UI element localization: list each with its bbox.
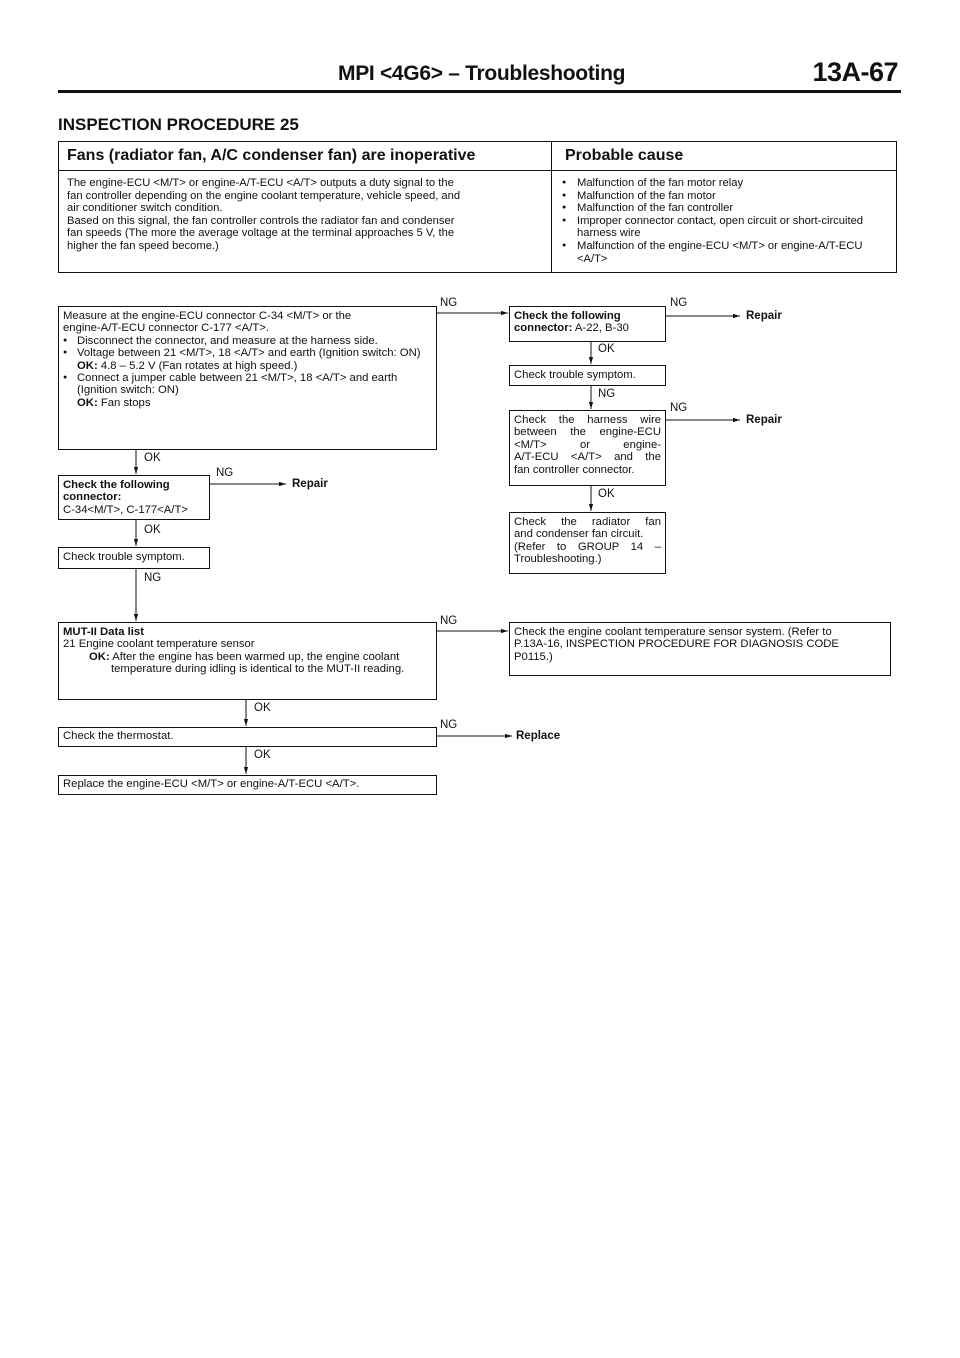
- description-line: fan speeds (The more the average voltage at the terminal approaches 5 V, the: [67, 227, 455, 240]
- check-coolant-sensor-system-box: [509, 622, 891, 676]
- check-radiator-fan-box: [509, 512, 666, 574]
- ok-criteria: Fan stops: [100, 396, 151, 409]
- trouble-symptom-text: Check trouble symptom.: [514, 369, 636, 381]
- cause-item: ● Improper connector contact, open circuit or short-circuited harness wire: [561, 215, 891, 240]
- replace-ecu-box: [58, 775, 437, 795]
- radiator-line: Troubleshooting.): [514, 553, 602, 566]
- harness-line: between the engine-ECU: [514, 426, 661, 439]
- symptom-heading: Fans (radiator fan, A/C condenser fan) are inoperative: [67, 147, 476, 164]
- ng-label: NG: [440, 615, 458, 627]
- replace-ecu-text: Replace the engine-ECU <M/T> or engine-A/T-ECU <A/T>.: [63, 778, 360, 790]
- page-number: 13A-67: [812, 57, 898, 87]
- ok-label: OK:: [89, 650, 110, 663]
- page-header-title: MPI <4G6> – Troubleshooting: [338, 62, 626, 85]
- ok-criteria: After the engine has been warmed up, the engine coolant temperature during idling is identical to the MUT-II reading.: [111, 650, 405, 676]
- description-line: air conditioner switch condition.: [67, 202, 223, 215]
- check-thermostat-box: [58, 727, 437, 747]
- ng-label: NG: [440, 719, 458, 731]
- measure-step: ● Voltage between 21 <M/T>, 18 <A/T> and earth (Ignition switch: ON): [63, 347, 432, 359]
- description-line: higher the fan speed become.): [67, 239, 219, 252]
- ok-criteria: 4.8 – 5.2 V (Fan rotates at high speed.): [100, 359, 298, 372]
- measure-line: Measure at the engine-ECU connector C-34 <M/T> or the: [63, 310, 352, 322]
- coolant-line: P0115.): [514, 650, 553, 663]
- radiator-line: and condenser fan circuit.: [514, 528, 644, 541]
- ng-label: NG: [440, 297, 458, 309]
- check-trouble-symptom-right-box: [509, 365, 666, 386]
- radiator-line: (Refer to GROUP 14 –: [514, 540, 661, 553]
- harness-line: Check the harness wire: [514, 414, 661, 426]
- procedure-title: INSPECTION PROCEDURE 25: [58, 115, 299, 134]
- check-trouble-symptom-left-box: [58, 547, 210, 569]
- ng-label: NG: [598, 388, 616, 400]
- radiator-line: Check the radiator fan: [514, 516, 661, 528]
- mut-data-list-box: [58, 622, 437, 700]
- ok-label: OK: [254, 749, 271, 761]
- coolant-line: Check the engine coolant temperature sensor system. (Refer to: [514, 626, 832, 638]
- ng-label: NG: [216, 467, 234, 479]
- ng-label: NG: [670, 402, 688, 414]
- check-connector-line: connector:: [63, 491, 122, 504]
- ok-label: OK: [144, 524, 161, 536]
- description-line: fan controller depending on the engine coolant temperature, vehicle speed, and: [67, 189, 461, 202]
- replace-result: Replace: [516, 730, 561, 742]
- cause-item: ● Malfunction of the engine-ECU <M/T> or engine-A/T-ECU <A/T>: [561, 240, 891, 265]
- check-connector-line: Check the following: [514, 310, 621, 322]
- mut-item: 21 Engine coolant temperature sensor: [63, 638, 255, 651]
- measure-line: engine-A/T-ECU connector C-177 <A/T>.: [63, 322, 269, 335]
- cause-item: ● Malfunction of the fan motor: [561, 190, 891, 203]
- coolant-line: P.13A-16, INSPECTION PROCEDURE FOR DIAGNOSIS CODE: [514, 638, 839, 651]
- ok-label: OK: [144, 452, 161, 464]
- measure-step: ● Disconnect the connector, and measure at the harness side.: [63, 335, 432, 347]
- harness-line: A/T-ECU <A/T> and the: [514, 451, 661, 464]
- check-connector-right-box: [509, 306, 666, 342]
- ok-label: OK:: [77, 396, 98, 409]
- cause-item: ● Malfunction of the fan motor relay: [561, 177, 891, 190]
- probable-cause-heading: Probable cause: [565, 147, 684, 164]
- measure-connector-box: [58, 306, 437, 450]
- harness-line: fan controller connector.: [514, 463, 635, 476]
- description-line: Based on this signal, the fan controller controls the radiator fan and condenser: [67, 214, 455, 227]
- ng-label: NG: [670, 297, 688, 309]
- repair-result: Repair: [746, 414, 782, 426]
- repair-result: Repair: [746, 310, 782, 322]
- description-line: The engine-ECU <M/T> or engine-A/T-ECU <A/T> outputs a duty signal to the: [67, 177, 454, 189]
- mut-title: MUT-II Data list: [63, 626, 144, 638]
- connector-label: connector:: [514, 322, 573, 335]
- thermostat-text: Check the thermostat.: [63, 730, 174, 742]
- check-harness-wire-box: [509, 410, 666, 486]
- ok-label: OK: [254, 702, 271, 714]
- repair-result: Repair: [292, 478, 328, 490]
- ok-label: OK: [598, 343, 615, 355]
- connector-ids: C-34<M/T>, C-177<A/T>: [63, 503, 188, 516]
- harness-line: <M/T> or engine-: [514, 438, 661, 451]
- ng-label: NG: [144, 572, 162, 584]
- ok-label: OK: [598, 488, 615, 500]
- check-connector-line: Check the following: [63, 479, 170, 491]
- measure-step: ● Connect a jumper cable between 21 <M/T>, 18 <A/T> and earth (Ignition switch: ON): [63, 372, 432, 397]
- ok-label: OK:: [77, 359, 98, 372]
- cause-item: ● Malfunction of the fan controller: [561, 202, 891, 215]
- check-connector-left-box: [58, 475, 210, 520]
- trouble-symptom-text: Check trouble symptom.: [63, 551, 185, 563]
- connector-ids: A-22, B-30: [574, 322, 629, 335]
